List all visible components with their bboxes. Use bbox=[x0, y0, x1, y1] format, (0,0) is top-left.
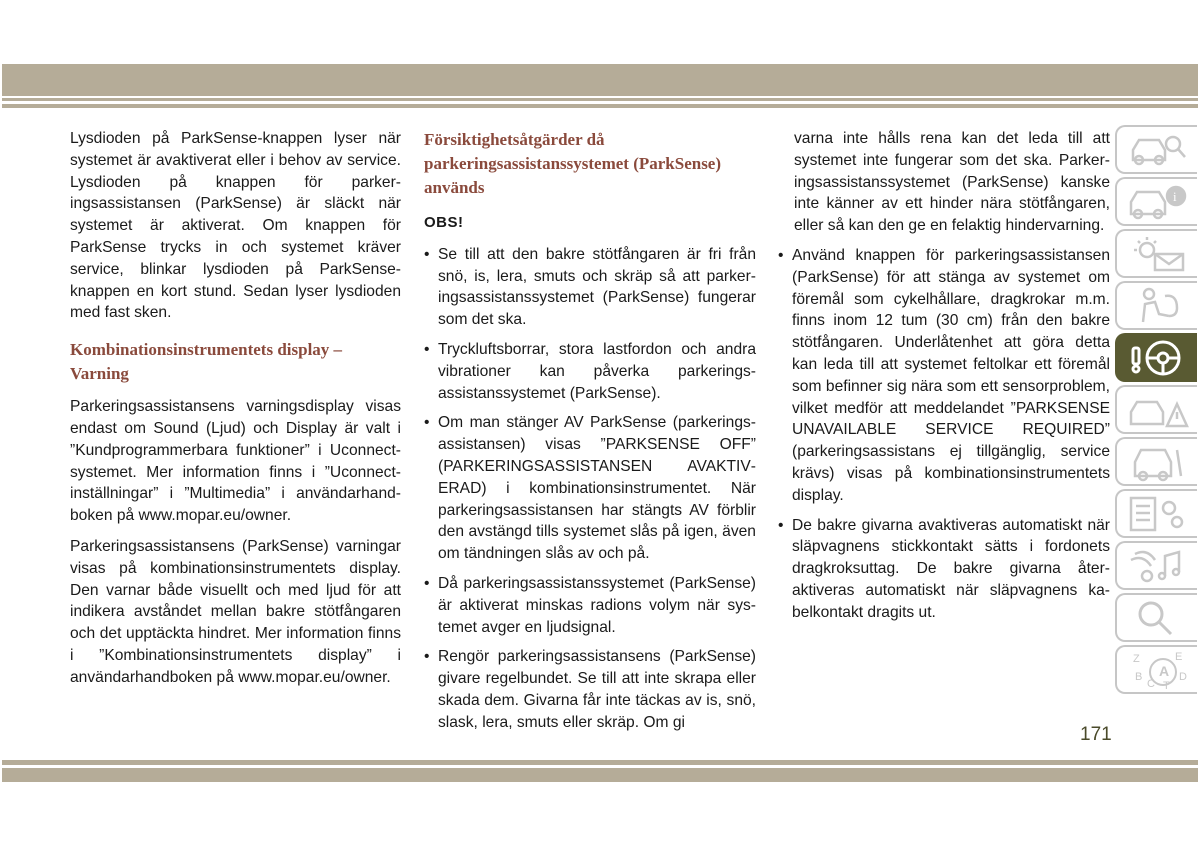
tab-specifications[interactable] bbox=[1115, 489, 1197, 538]
list-item: • Då parkeringsassistanssystemet (ParkSense) är aktiverat minskas radions volym när systemet avger en ljudsignal. bbox=[424, 573, 756, 638]
tab-airbag-seat[interactable] bbox=[1115, 281, 1197, 330]
chapter-tabs bbox=[1115, 125, 1197, 697]
car-maintenance-icon bbox=[1125, 442, 1189, 482]
footer-band bbox=[2, 768, 1198, 782]
column-1 bbox=[70, 128, 401, 698]
search-magnifier-icon bbox=[1125, 598, 1189, 638]
tab-alphabetical-index[interactable] bbox=[1115, 645, 1197, 694]
tab-car-maintenance[interactable] bbox=[1115, 437, 1197, 486]
paragraph: Lysdioden på ParkSense-knappen lyser när systemet är avaktiverat eller i behov av service. Lysdioden på knappen för parkeringsassistansen (ParkSense) är släckt när systemet är aktiverat. Om knappen för ParkSense trycks in och systemet kräver service, blinkar lysdioden på ParkSense-knappen en kort stund. Sedan lyser lysdioden med fast sken. bbox=[70, 130, 401, 322]
section-heading: Kombinationsinstrumentets display – Varning bbox=[70, 340, 343, 384]
warning-lights-icon bbox=[1125, 234, 1189, 274]
column-3 bbox=[778, 128, 1110, 632]
paragraph: Parkeringsassistansens (ParkSense) varningar visas på kombinationsinstrumentets display. Den varnar både visuellt och med ljud för att indikera avståndet mellan bakre stötfångaren och det upptäckta hindret. Mer information finns i ”Kombinationsinstrumentets display” i användarhandboken på www.mopar.eu/owner. bbox=[70, 537, 401, 686]
index-letter: C bbox=[1147, 677, 1155, 690]
page-number: 171 bbox=[1080, 724, 1112, 745]
paragraph-continued: varna inte hålls rena kan det leda till att systemet inte fungerar som det ska. Parkeringsassistanssystemet (ParkSense) kanske inte känner av ett hinder nära stötfångaren, eller så kan den ge en felaktig hindervarning. bbox=[794, 130, 1110, 235]
list-item: • Använd knappen för parkeringsassistansen (ParkSense) för att stänga av systemet om föremål som cykelhållare, dragkrokar m.m. finns inom 12 tum (30 cm) från den bakre stötfångaren. Underlåtenhet att göra detta kan leda till att systemet feltolkar ett föremål som befinner sig nära som ett sensorproblem, vilket medför att meddelandet ”PARKSENSE UNAVAILABLE SERVICE REQUIRED” (parkeringsassistans ej tillgänglig, service krävs) visas på kombinationsinstrumentets display. bbox=[778, 245, 1110, 507]
list-item: • Om man stänger AV ParkSense (parkeringsassistansen) visas ”PARKSENSE OFF” (PARKERINGSASSISTANSEN AVAKTIVERAD) i kombinationsinstrumentet. När parkeringsassistansen har stängts AV förblir den avstängd tills systemet slås på igen, även om tändningen slås av och på. bbox=[424, 412, 756, 565]
index-letter: Z bbox=[1133, 652, 1140, 665]
paragraph: Parkeringsassistansens varningsdisplay visas endast om Sound (Ljud) och Display är valt i ”Kundprogrammerbara funktioner” i Uconnect-systemet. Mer information finns i ”Uconnect-inställningar” i ”Multimedia” i användarhandboken på www.mopar.eu/owner. bbox=[70, 398, 401, 525]
tab-roadside-warning[interactable] bbox=[1115, 385, 1197, 434]
svg-text:i: i bbox=[1173, 188, 1177, 204]
header-band bbox=[2, 64, 1198, 96]
index-letter: T bbox=[1163, 679, 1170, 690]
tab-car-info[interactable] bbox=[1115, 177, 1197, 226]
section-heading: Försiktighetsåtgärder då parkeringsassistanssystemet (ParkSense) används bbox=[424, 130, 722, 197]
index-letter: A bbox=[1159, 662, 1170, 679]
tab-starting-operating[interactable] bbox=[1115, 333, 1197, 382]
column-2 bbox=[424, 128, 756, 742]
list-item: • De bakre givarna avaktiveras automatiskt när släpvagnens stickkontakt sätts i fordonets dragkroksuttag. De bakre givarna återaktiveras automatiskt när släpvagnens kabelkontakt dragits ut. bbox=[778, 515, 1110, 624]
index-letter: B bbox=[1135, 670, 1143, 683]
steering-wheel-icon bbox=[1125, 338, 1189, 378]
tab-multimedia[interactable] bbox=[1115, 541, 1197, 590]
header-rule bbox=[2, 104, 1198, 108]
index-letter: D bbox=[1179, 670, 1187, 683]
header-rule bbox=[2, 98, 1198, 101]
bullet-list bbox=[424, 244, 756, 734]
note-label: OBS! bbox=[424, 214, 464, 231]
specifications-gear-icon bbox=[1125, 494, 1189, 534]
multimedia-music-icon bbox=[1125, 546, 1189, 586]
list-item: • Se till att den bakre stötfångaren är fri från snö, is, lera, smuts och skräp så att parkeringsassistanssystemet (ParkSense) fungerar som det ska. bbox=[424, 244, 756, 331]
car-search-icon bbox=[1125, 130, 1189, 170]
bullet-list bbox=[778, 245, 1110, 624]
list-item: • Rengör parkeringsassistansens (ParkSense) givare regelbundet. Se till att inte skrapa eller skada dem. Givarna får inte täckas av is, snö, slask, lera, smuts eller skräp. Om gi bbox=[424, 646, 756, 733]
alphabetical-index-icon bbox=[1125, 650, 1189, 690]
roadside-warning-icon bbox=[1125, 390, 1189, 430]
car-info-icon bbox=[1125, 182, 1189, 222]
tab-warning-lights[interactable] bbox=[1115, 229, 1197, 278]
list-item: • Tryckluftsborrar, stora lastfordon och andra vibrationer kan påverka parkeringsassistanssystemet (ParkSense). bbox=[424, 339, 756, 404]
airbag-seat-icon bbox=[1125, 286, 1189, 326]
footer-rule bbox=[2, 760, 1198, 765]
index-letter: E bbox=[1175, 650, 1183, 663]
tab-car-search[interactable] bbox=[1115, 125, 1197, 174]
tab-search-index[interactable] bbox=[1115, 593, 1197, 642]
